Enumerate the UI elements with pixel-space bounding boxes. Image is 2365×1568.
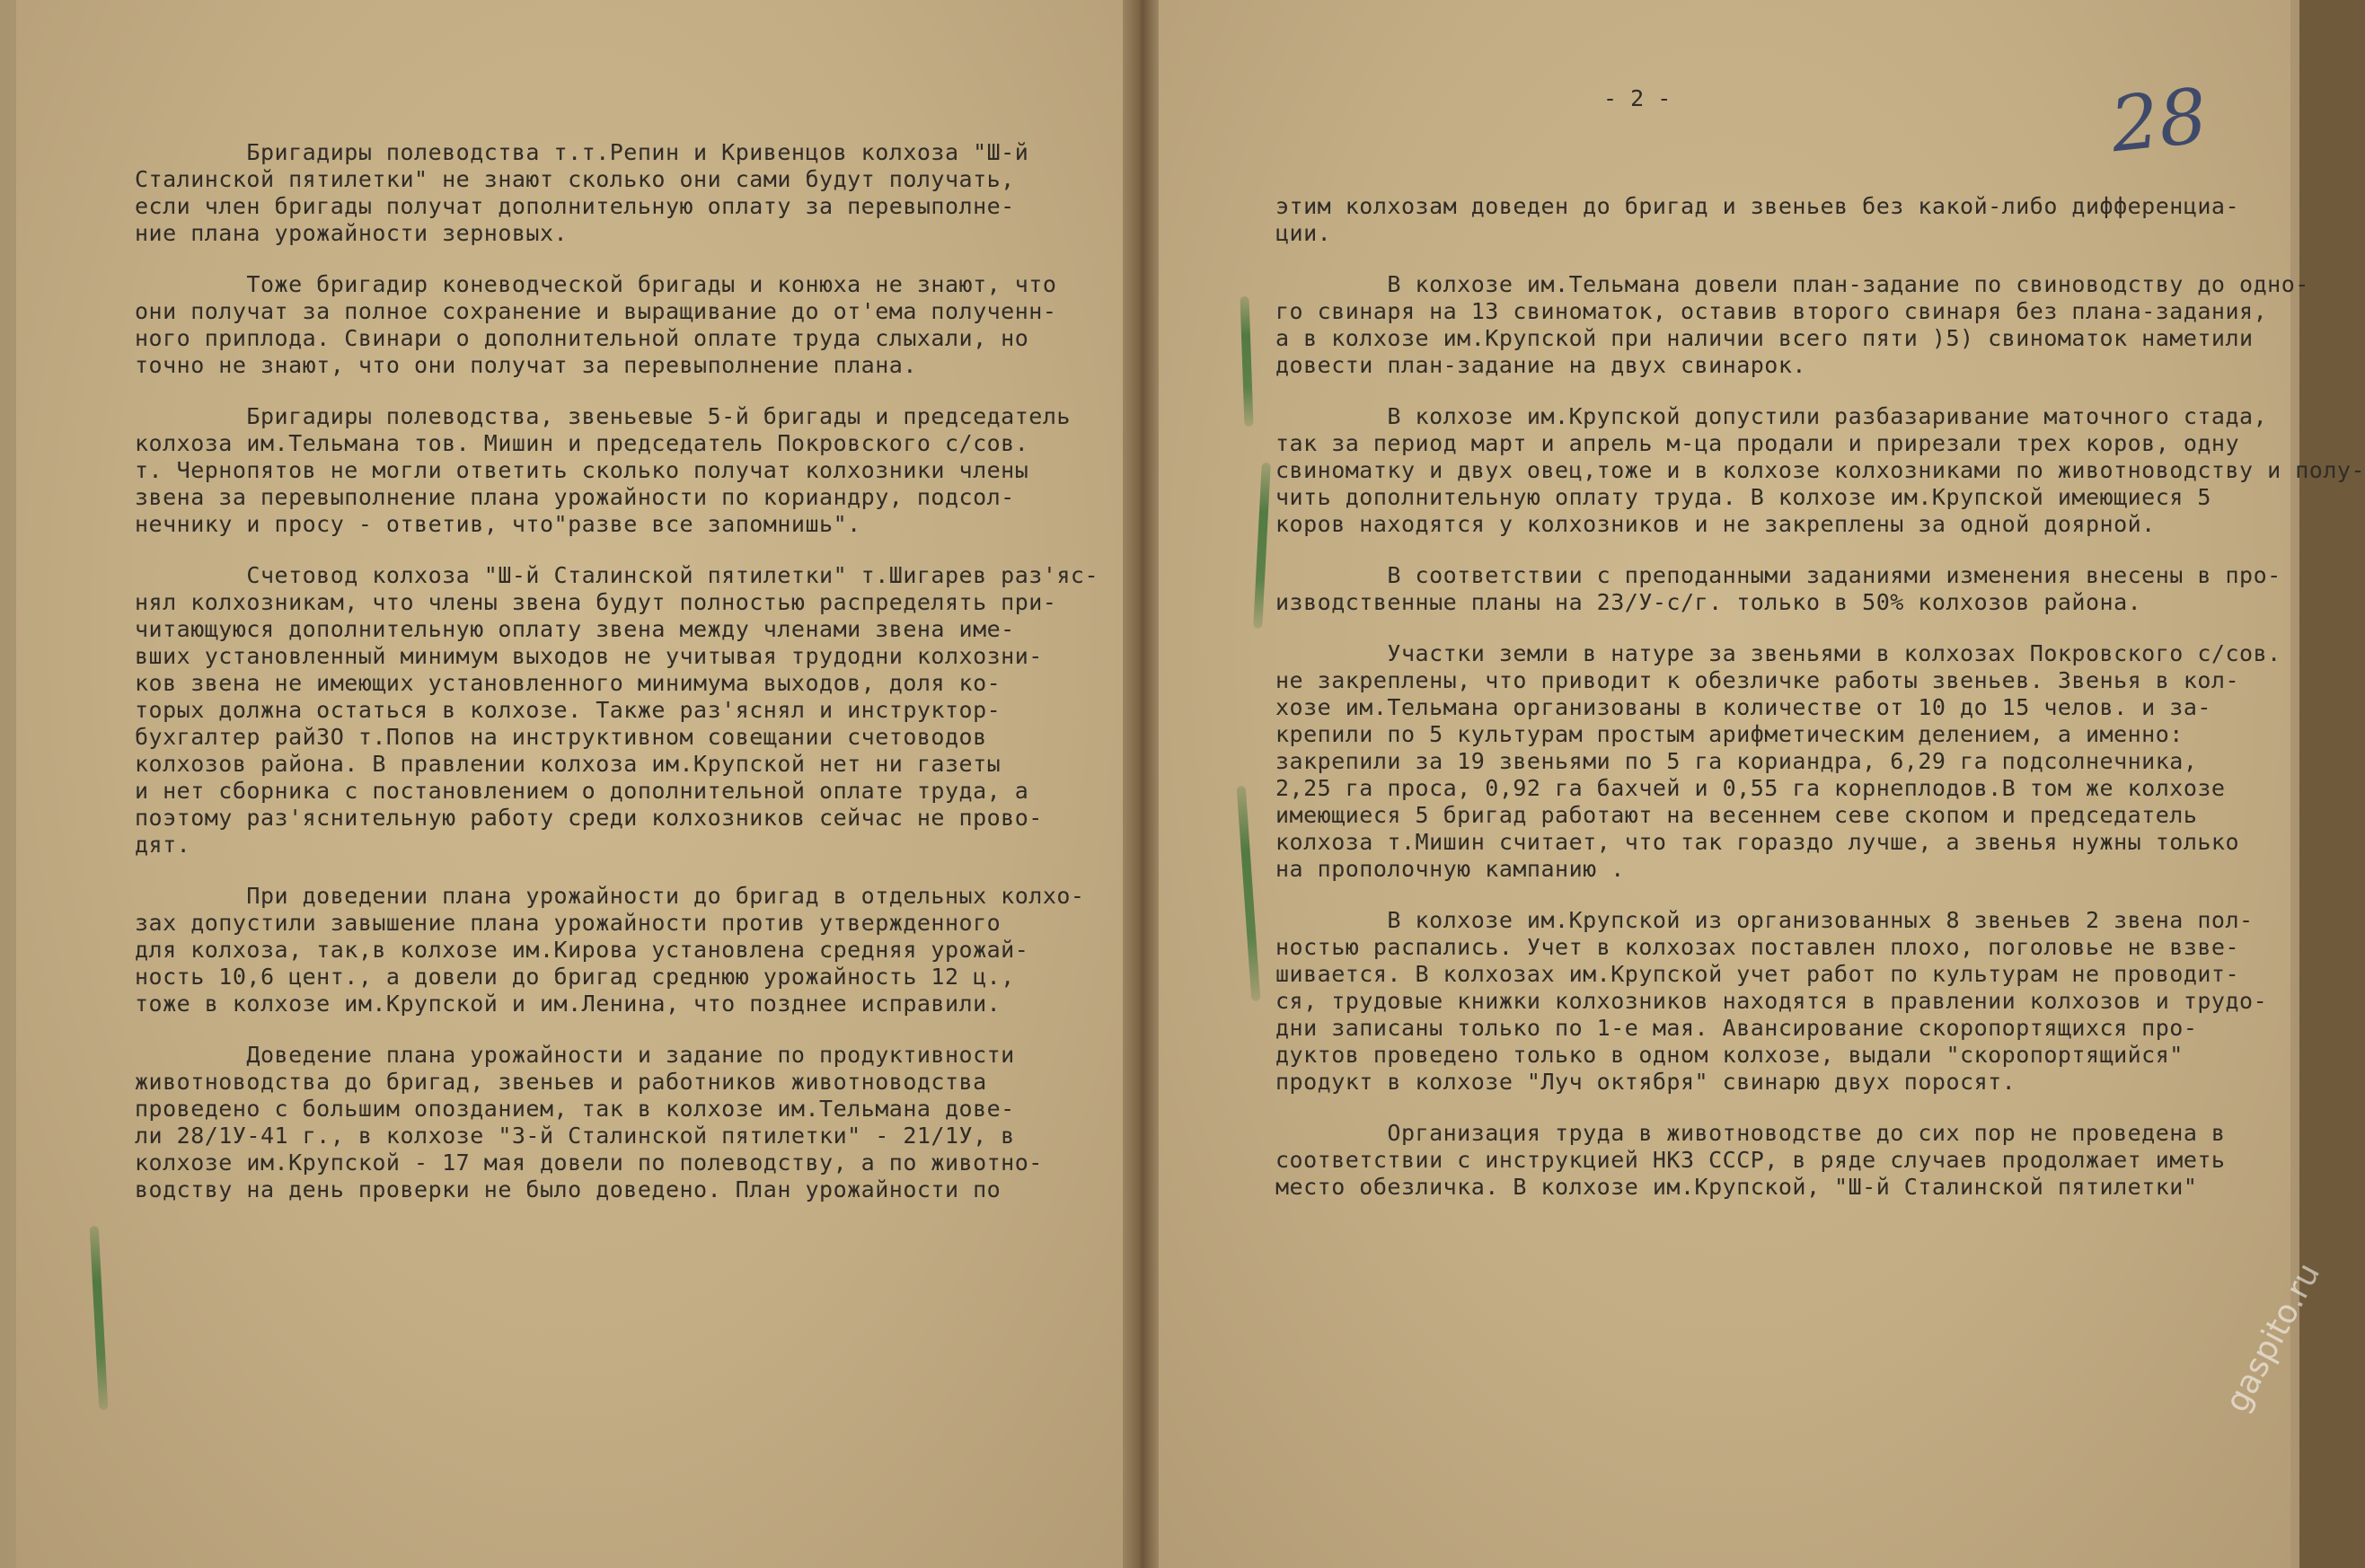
text-line: точно не знают, что они получат за перевыполнение плана.: [135, 352, 917, 378]
paragraph: [135, 271, 1099, 379]
text-line: Доведение плана урожайности и задание по продуктивности: [135, 1042, 1015, 1068]
text-line: В колхозе им.Крупской из организованных 8 звеньев 2 звена пол-: [1275, 907, 2254, 933]
text-line: соответствии с инструкцией НКЗ СССР, в ряде случаев продолжает иметь: [1275, 1147, 2226, 1173]
text-line: В соответствии с преподанными заданиями изменения внесены в про-: [1275, 562, 2281, 588]
text-line: крепили по 5 культурам простым арифметическим делением, а именно:: [1275, 721, 2184, 747]
right-page-text: [1275, 193, 2365, 1225]
text-line: так за период март и апрель м-ца продали и прирезали трех коров, одну: [1275, 430, 2240, 456]
text-line: ние плана урожайности зерновых.: [135, 220, 569, 246]
text-line: хозе им.Тельмана организованы в количестве от 10 до 15 челов. и за-: [1275, 694, 2211, 720]
text-line: животноводства до бригад, звеньев и работников животноводства: [135, 1069, 987, 1095]
text-line: они получат за полное сохранение и выращивание до от'ема полученн-: [135, 298, 1057, 324]
text-line: Счетовод колхоза "Ш-й Сталинской пятилетки" т.Шигарев раз'яс-: [135, 562, 1099, 588]
text-line: ции.: [1275, 220, 1332, 246]
text-line: В колхозе им.Крупской допустили разбазаривание маточного стада,: [1275, 403, 2268, 429]
text-line: дят.: [135, 832, 191, 858]
text-line: читающуюся дополнительную оплату звена между членами звена име-: [135, 616, 1015, 642]
book-spine: [1123, 0, 1159, 1568]
text-line: тоже в колхозе им.Крупской и им.Ленина, что позднее исправили.: [135, 991, 1002, 1017]
text-line: вших установленный минимум выходов не учитывая трудодни колхозни-: [135, 643, 1043, 669]
text-line: проведено с большим опозданием, так в колхозе им.Тельмана дове-: [135, 1096, 1015, 1122]
text-line: дни записаны только по 1-е мая. Авансирование скоропортящихся про-: [1275, 1015, 2198, 1041]
text-line: колхоза им.Тельмана тов. Мишин и председатель Покровского с/сов.: [135, 430, 1029, 456]
text-line: коров находятся у колхозников и не закреплены за одной доярной.: [1275, 511, 2156, 537]
text-line: водству на день проверки не было доведено. План урожайности по: [135, 1176, 1002, 1202]
text-line: для колхоза, так,в колхозе им.Кирова установлена средняя урожай-: [135, 937, 1029, 963]
paragraph: [1275, 907, 2365, 1096]
text-line: чить дополнительную оплату труда. В колхозе им.Крупской имеющиеся 5: [1275, 484, 2211, 510]
text-line: Бригадиры полеводства т.т.Репин и Кривенцов колхоза "Ш-й: [135, 139, 1029, 165]
text-line: торых должна остаться в колхозе. Также раз'яснял и инструктор-: [135, 697, 1002, 723]
text-line: Бригадиры полеводства, звеньевые 5-й бригады и председатель: [135, 403, 1071, 429]
paragraph: [135, 139, 1099, 247]
text-line: свиноматку и двух овец,тоже и в колхозе колхозниками по животноводству и полу-: [1275, 457, 2365, 483]
text-line: При доведении плана урожайности до бригад в отдельных колхо-: [135, 883, 1085, 909]
text-line: Организация труда в животноводстве до сих пор не проведена в: [1275, 1120, 2226, 1146]
paragraph: [135, 1042, 1099, 1203]
text-line: ностью распались. Учет в колхозах поставлен плохо, поголовье не взве-: [1275, 934, 2240, 960]
archive-page-number: 28: [2106, 71, 2211, 170]
text-line: В колхозе им.Тельмана довели план-задание по свиноводству до одно-: [1275, 271, 2309, 297]
text-line: место обезличка. В колхозе им.Крупской, "Ш-й Сталинской пятилетки": [1275, 1174, 2198, 1200]
text-line: имеющиеся 5 бригад работают на весеннем севе скопом и председатель: [1275, 802, 2198, 828]
text-line: изводственные планы на 23/У-с/г. только в 50% колхозов района.: [1275, 589, 2142, 615]
paragraph: [1275, 1120, 2365, 1201]
watermark: gaspito.ru: [2219, 1257, 2328, 1419]
text-line: нечнику и просу - ответив, что"разве все запомнишь".: [135, 511, 861, 537]
paragraph: [135, 883, 1099, 1017]
text-line: поэтому раз'яснительную работу среди колхозников сейчас не прово-: [135, 805, 1043, 831]
text-line: а в колхозе им.Крупской при наличии всего пяти )5) свиноматок наметили: [1275, 325, 2254, 351]
paragraph: [135, 562, 1099, 859]
text-line: 2,25 га проса, 0,92 га бахчей и 0,55 га корнеплодов.В том же колхозе: [1275, 775, 2226, 801]
text-line: колхозе им.Крупской - 17 мая довели по полеводству, а по животно-: [135, 1150, 1043, 1176]
paragraph: [1275, 403, 2365, 538]
text-line: не закреплены, что приводит к обезличке работы звеньев. Звенья в кол-: [1275, 667, 2240, 693]
text-line: звена за перевыполнение плана урожайности по кориандру, подсол-: [135, 484, 1015, 510]
text-line: колхозов района. В правлении колхоза им.Крупской нет ни газеты: [135, 751, 1002, 777]
text-line: если член бригады получат дополнительную оплату за перевыполне-: [135, 193, 1015, 219]
text-line: зах допустили завышение плана урожайности против утвержденного: [135, 910, 1002, 936]
paragraph: [1275, 640, 2365, 883]
text-line: ся, трудовые книжки колхозников находятся в правлении колхозов и трудо-: [1275, 988, 2268, 1014]
paragraph: [135, 403, 1099, 538]
text-line: ного приплода. Свинари о дополнительной оплате труда слыхали, но: [135, 325, 1029, 351]
text-line: ли 28/1У-41 г., в колхозе "3-й Сталинской пятилетки" - 21/1У, в: [135, 1123, 1015, 1149]
paragraph: [1275, 562, 2365, 616]
text-line: и нет сборника с постановлением о дополнительной оплате труда, а: [135, 778, 1029, 804]
text-line: продукт в колхозе "Луч октября" свинарю двух поросят.: [1275, 1069, 2016, 1095]
text-line: этим колхозам доведен до бригад и звеньев без какой-либо дифференциа-: [1275, 193, 2240, 219]
text-line: ность 10,6 цент., а довели до бригад среднюю урожайность 12 ц.,: [135, 964, 1015, 990]
text-line: Сталинской пятилетки" не знают сколько они сами будут получать,: [135, 166, 1015, 192]
text-line: Тоже бригадир коневодческой бригады и конюха не знают, что: [135, 271, 1057, 297]
text-line: довести план-задание на двух свинарок.: [1275, 352, 1806, 378]
left-page-text: [135, 139, 1099, 1228]
page-number: - 2 -: [1603, 85, 1672, 111]
text-line: на прополочную кампанию .: [1275, 856, 1625, 882]
text-line: ков звена не имеющих установленного минимума выходов, доля ко-: [135, 670, 1002, 696]
text-line: нял колхозникам, что члены звена будут полностью распределять при-: [135, 589, 1057, 615]
text-line: шивается. В колхозах им.Крупской учет работ по культурам не проводит-: [1275, 961, 2240, 987]
text-line: бухгалтер райЗО т.Попов на инструктивном совещании счетоводов: [135, 724, 987, 750]
text-line: дуктов проведено только в одном колхозе, выдали "скоропортящийся": [1275, 1042, 2184, 1068]
paragraph: [1275, 271, 2365, 379]
text-line: го свинаря на 13 свиноматок, оставив второго свинаря без плана-задания,: [1275, 298, 2268, 324]
text-line: Участки земли в натуре за звеньями в колхозах Покровского с/сов.: [1275, 640, 2281, 666]
text-line: колхоза т.Мишин считает, что так гораздо лучше, а звенья нужны только: [1275, 829, 2240, 855]
text-line: закрепили за 19 звеньями по 5 га кориандра, 6,29 га подсолнечника,: [1275, 748, 2198, 774]
paragraph: [1275, 193, 2365, 247]
text-line: т. Чернопятов не могли ответить сколько получат колхозники члены: [135, 457, 1029, 483]
